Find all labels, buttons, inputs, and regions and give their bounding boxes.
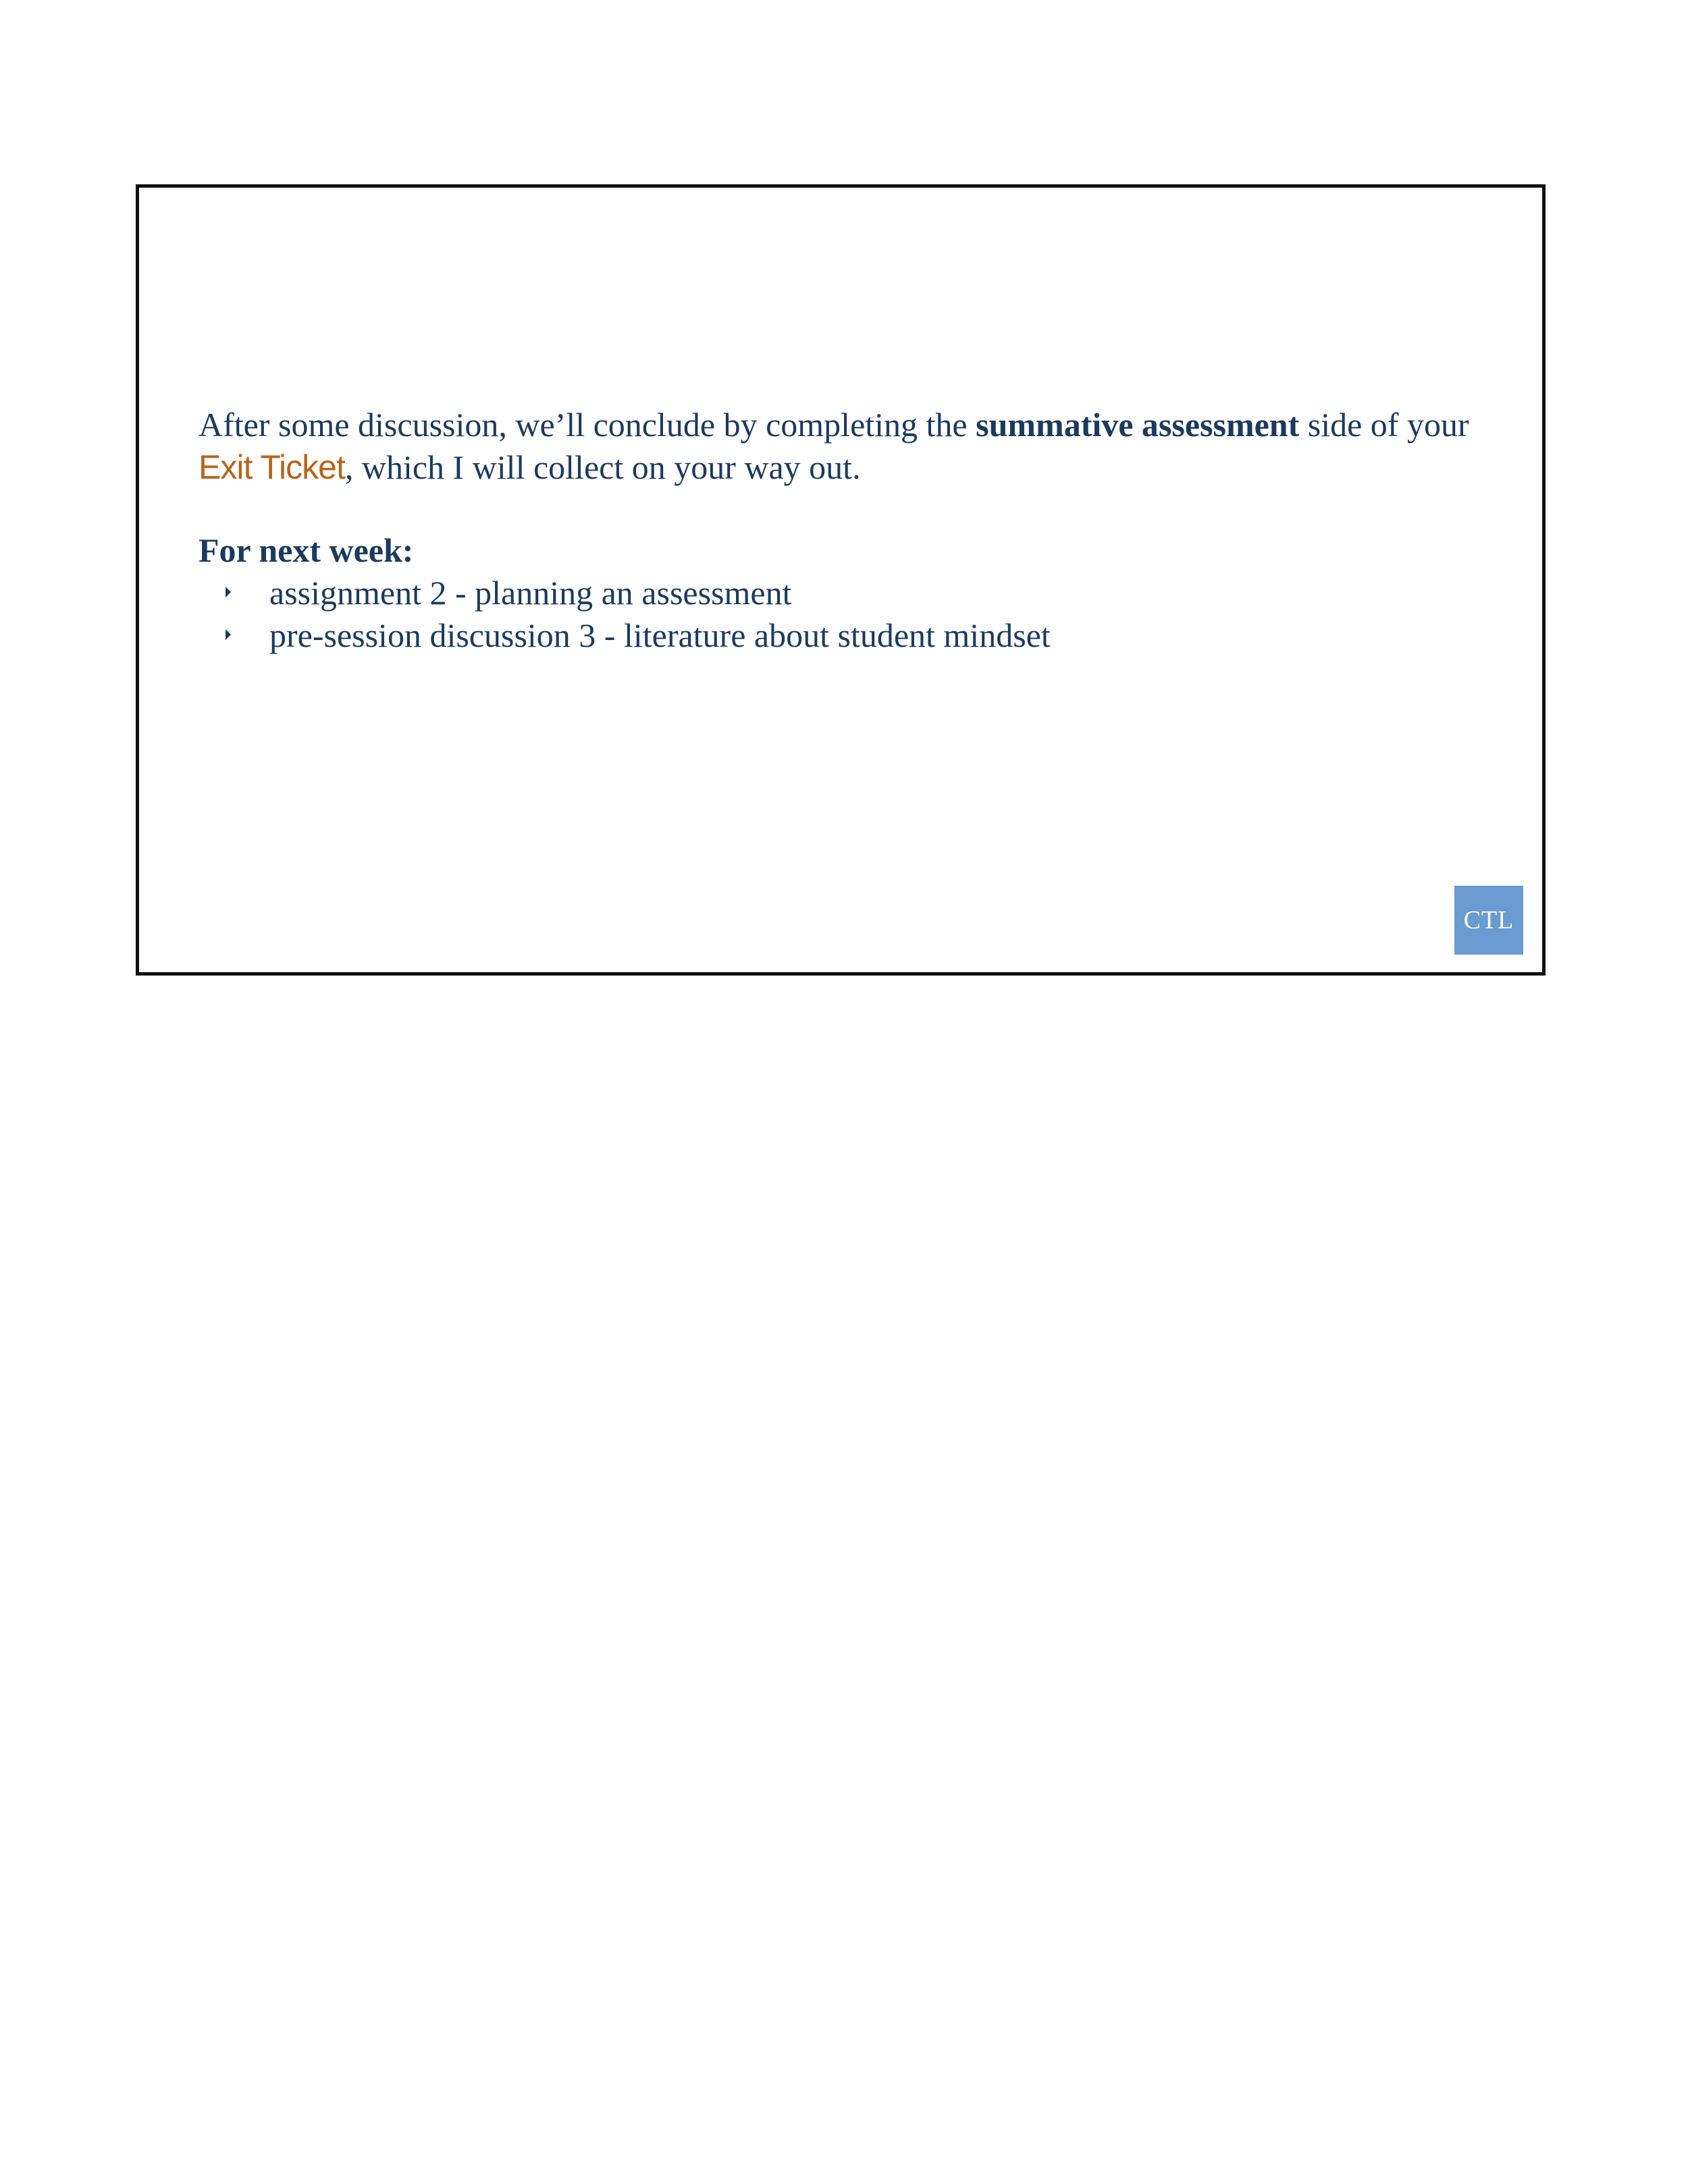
next-week-heading: For next week: xyxy=(199,531,414,569)
intro-text-part2: side of your xyxy=(1299,406,1469,444)
list-item-label: pre-session discussion 3 - literature about student mindset xyxy=(269,616,1051,654)
intro-text-part3: , which I will collect on your way out. xyxy=(344,448,861,486)
triangle-bullet-icon xyxy=(226,629,231,640)
list-item xyxy=(199,572,1481,614)
list-item xyxy=(199,614,1481,657)
intro-text-part1: After some discussion, we’ll conclude by completing the xyxy=(199,406,976,444)
exit-ticket-highlight: Exit Ticket xyxy=(199,448,345,486)
slide-frame xyxy=(136,184,1546,976)
triangle-bullet-icon xyxy=(226,587,231,597)
list-item-label: assignment 2 - planning an assessment xyxy=(269,574,792,612)
next-week-list xyxy=(199,572,1481,657)
next-week-section xyxy=(199,529,1481,657)
ctl-logo: CTL xyxy=(1454,886,1523,955)
summative-assessment-emphasis: summative assessment xyxy=(976,406,1300,444)
intro-paragraph xyxy=(199,404,1508,489)
